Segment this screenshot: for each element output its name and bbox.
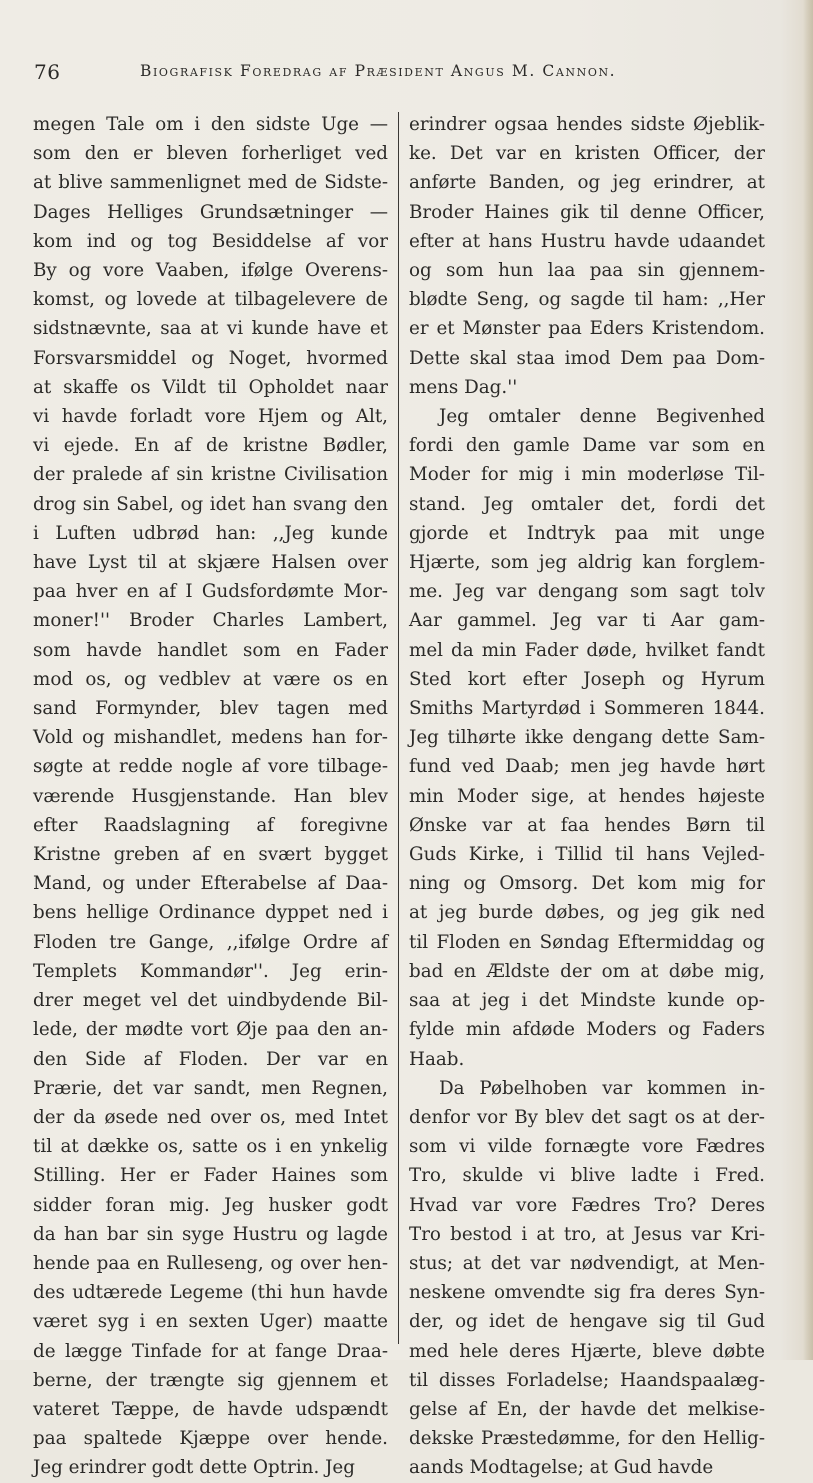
text-line: og som hun laa paa sin gjennem- [409,260,765,282]
text-line: værende Husgjenstande. Han blev [33,785,388,807]
text-line: Aar gammel. Jeg var ti Aar gam- [409,610,765,632]
text-line: Moder for mig i min moderløse Til- [409,464,765,486]
text-line: neskene omvendte sig fra deres Syn- [409,1282,765,1304]
text-line: Sted kort efter Joseph og Hyrum [409,668,765,690]
page-number: 76 [34,60,61,84]
text-line: saa at jeg i det Mindste kunde op- [409,990,765,1012]
text-line: der pralede af sin kristne Civilisation [33,464,388,486]
page-header [34,60,734,90]
text-line: dekske Præstedømme, for den Hellig- [409,1428,765,1450]
text-line: bens hellige Ordinance dyppet ned i [33,902,388,924]
text-line: fund ved Daab; men jeg havde hørt [409,756,765,778]
text-line: Mand, og under Efterabelse af Daa- [33,873,388,895]
text-line: med hele deres Hjærte, bleve døbte [409,1340,765,1362]
text-line: paa spaltede Kjæppe over hende. [33,1428,388,1450]
text-line: megen Tale om i den sidste Uge — [33,114,388,135]
text-line: anførte Banden, og jeg erindrer, at [409,172,765,194]
text-line: des udtærede Legeme (thi hun havde [33,1282,388,1304]
text-line: Stilling. Her er Fader Haines som [33,1165,388,1187]
text-line: at jeg burde døbes, og jeg gik ned [409,902,765,924]
text-line: By og vore Vaaben, ifølge Overens- [33,260,388,282]
text-line: sand Formynder, blev tagen med [33,698,388,720]
text-line: Floden tre Gange, ,,ifølge Ordre af [33,931,388,953]
text-line: der da øsede ned over os, med Intet [33,1106,388,1128]
text-line: Dette skal staa imod Dem paa Dom- [409,347,765,369]
text-line: den Side af Floden. Der var en [33,1048,388,1070]
text-line: der, og idet de hengave sig til Gud [409,1311,765,1333]
text-line: Jeg omtaler denne Begivenhed [439,406,765,428]
text-line: Prærie, det var sandt, men Regnen, [33,1077,388,1099]
text-line: efter Raadslagning af foregivne [33,814,388,836]
text-line: Tro, skulde vi blive ladte i Fred. [409,1165,765,1187]
text-line: Jeg tilhørte ikke dengang dette Sam- [409,727,765,749]
text-line: Dages Helliges Grundsætninger — [33,201,388,223]
text-line: vi havde forladt vore Hjem og Alt, [33,406,388,428]
text-line: som havde handlet som en Fader [33,639,388,661]
text-line: Broder Haines gik til denne Officer, [409,201,765,223]
text-line: de lægge Tinfade for at fange Draa- [33,1340,388,1362]
text-line: hende paa en Rulleseng, og over hen- [33,1252,388,1274]
text-line: fordi den gamle Dame var som en [409,435,765,457]
text-line: blødte Seng, og sagde til ham: ,,Her [409,289,765,311]
text-line: aands Modtagelse; at Gud havde [409,1457,714,1479]
text-line: fylde min afdøde Moders og Faders [409,1019,765,1041]
text-line: været syg i en sexten Uger) maatte [33,1311,388,1333]
text-line: vi ejede. En af de kristne Bødler, [33,435,388,457]
text-line: Jeg erindrer godt dette Optrin. Jeg [33,1457,355,1479]
text-line: da han bar sin syge Hustru og lagde [33,1223,388,1245]
text-line: paa hver en af I Gudsfordømte Mor- [33,581,388,603]
text-line: min Moder sige, at hendes højeste [409,785,765,807]
text-line: berne, der trængte sig gjennem et [33,1369,388,1391]
text-line: me. Jeg var dengang som sagt tolv [409,581,765,603]
text-line: Vold og mishandlet, medens han for- [33,727,388,749]
text-line: erindrer ogsaa hendes sidste Øjeblik- [409,114,765,135]
text-line: til disses Forladelse; Haandspaalæg- [409,1369,765,1391]
text-line: bad en Ældste der om at døbe mig, [409,960,765,982]
text-line: Da Pøbelhoben var kommen in- [439,1077,765,1099]
text-line: drer meget vel det uindbydende Bil- [33,990,388,1012]
text-line: komst, og lovede at tilbagelevere de [33,289,388,311]
text-line: Hvad var vore Fædres Tro? Deres [409,1194,765,1216]
text-line: gelse af En, der havde det melkise- [409,1398,765,1420]
left-text-column [33,110,388,1483]
text-line: gjorde et Indtryk paa mit unge [409,522,765,544]
text-line: ning og Omsorg. Det kom mig for [409,873,765,895]
text-line: sidstnævnte, saa at vi kunde have et [33,318,388,340]
text-line: kom ind og tog Besiddelse af vor [33,230,388,252]
text-line: mens Dag.'' [409,376,518,398]
text-line: ke. Det var en kristen Officer, der [409,143,765,165]
text-line: Hjærte, som jeg aldrig kan forglem- [409,552,765,574]
text-line: i Luften udbrød han: ,,Jeg kunde [33,522,388,544]
text-line: denfor vor By blev det sagt os at der- [409,1106,765,1128]
page-edge-shadow [803,0,813,1360]
text-line: sidder foran mig. Jeg husker godt [33,1194,388,1216]
text-line: er et Mønster paa Eders Kristendom. [409,318,765,340]
text-line: Ønske var at faa hendes Børn til [409,814,765,836]
column-divider [398,112,399,1344]
text-line: at blive sammenlignet med de Sidste- [33,172,388,194]
text-line: stus; at det var nødvendigt, at Men- [409,1252,765,1274]
text-line: drog sin Sabel, og idet han svang den [33,493,388,515]
text-line: have Lyst til at skjære Halsen over [33,552,388,574]
text-line: mod os, og vedblev at være os en [33,668,388,690]
text-line: søgte at redde nogle af vore tilbage- [33,756,388,778]
text-line: mel da min Fader døde, hvilket fandt [409,639,765,661]
text-line: lede, der mødte vort Øje paa den an- [33,1019,388,1041]
text-line: efter at hans Hustru havde udaandet [409,230,765,252]
text-line: som den er bleven forherliget ved [33,143,388,165]
text-line: stand. Jeg omtaler det, fordi det [409,493,765,515]
text-line: Tro bestod i at tro, at Jesus var Kri- [409,1223,765,1245]
text-line: Guds Kirke, i Tillid til hans Vejled- [409,844,765,866]
text-line: Haab. [409,1048,465,1070]
text-line: Smiths Martyrdød i Sommeren 1844. [409,698,765,720]
text-line: til at dække os, satte os i en ynkelig [33,1136,388,1158]
text-line: Forsvarsmiddel og Noget, hvormed [33,347,388,369]
text-line: som vi vilde fornægte vore Fædres [409,1136,765,1158]
text-line: moner!'' Broder Charles Lambert, [33,610,388,632]
text-line: til Floden en Søndag Eftermiddag og [409,931,765,953]
text-line: Kristne greben af en svært bygget [33,844,388,866]
running-title: Biografisk Foredrag af Præsident Angus M. Cannon. [140,62,617,80]
text-line: Templets Kommandør''. Jeg erin- [33,960,388,982]
right-text-column [409,110,765,1483]
text-line: vateret Tæppe, de havde udspændt [33,1398,388,1420]
text-line: at skaffe os Vildt til Opholdet naar [33,376,388,398]
